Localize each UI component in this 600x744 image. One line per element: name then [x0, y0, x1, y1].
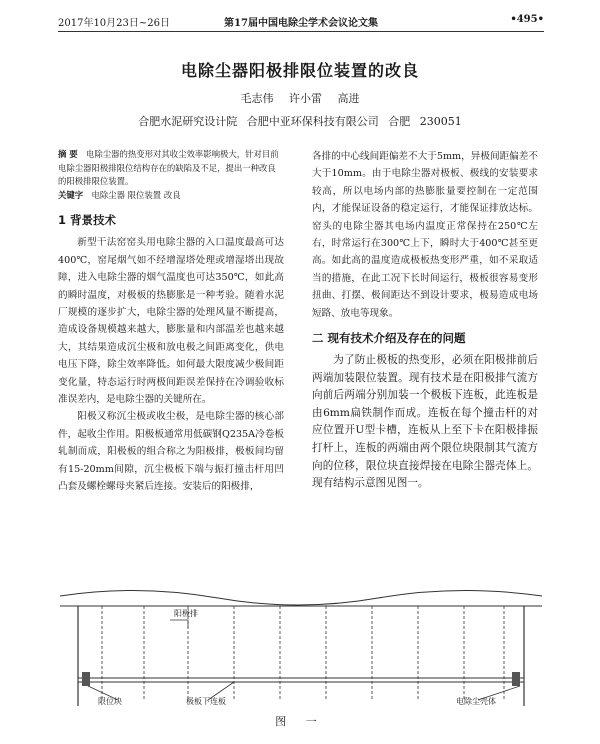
section-2-heading: 二 现有技术介绍及存在的问题	[312, 331, 466, 346]
header-page-number: •495•	[510, 14, 544, 25]
section-1-paragraph-3: 各排的中心线间距偏差不大于5mm，异极间距偏差不大于10mm。由于电除尘器对极板、极线的安装要求较高，所以电场内部的热膨胀量要控制在一定范围内，才能保证设备的稳定运行，才能保证排放达标。窑头的电除尘器其电场内温度正常保持在250℃左右，时常运行在300℃上下，瞬时大于400℃甚至更高。如此高的温度造成极板热变形严重，如不采取适当的措施，在此工况下长时间运行，极板很容易变形扭曲、打摆、极间距达不到设计要求，极易造成电场短路、放电等现象。	[312, 151, 538, 319]
label-stopper: 限位块	[98, 697, 122, 706]
left-stopper-block	[82, 672, 90, 686]
header-date: 2017年10月23日~26日	[58, 18, 171, 29]
label-shell: 电除尘壳体	[456, 697, 496, 706]
leader-anode-row	[170, 620, 188, 628]
section-1-heading: 1 背景技术	[58, 213, 117, 228]
section-1-paragraph-2: 阳极又称沉尘极或收尘极，是电除尘器的核心部件，起收尘作用。阳极板通常用低碳钢Q235A冷卷板轧制而成，阳极板的组合称之为阳极排，极板间均留有15-20mm间隙，沉尘极板下端与振打撞击杆用凹凸套及螺栓螺母夹紧后连接。安装后的阳极排，	[58, 411, 284, 493]
label-lower-plate: 极板下连板	[186, 697, 226, 706]
section-1-paragraph-1: 新型干法窑窑头用电除尘器的入口温度最高可达400℃，窑尾烟气如不经增湿塔处理或增湿塔出现故障，进入电除尘器的烟气温度也可达350℃，如此高的瞬时温度，对极板的热膨胀是一种考验。随着水泥厂规模的逐步扩大，电除尘器的处理风量不断提高，造成设备规模越来越大，膨胀量和内部温差也越来越大，其结果造成沉尘极和放电极之间距离变化，供电电压下降，除尘效率降低。如何最大限度减少极间距变化量，特态运行时两极间距误差保持在冷调验收标准误差内，是电除尘器的关键所在。	[58, 237, 284, 406]
figure-1-diagram	[58, 588, 544, 708]
shell-top-wavy-line	[60, 590, 542, 605]
paper-affiliation: 合肥水泥研究设计院 合肥中亚环保科技有限公司 合肥 230051	[138, 115, 462, 128]
figure-1-svg	[58, 588, 544, 708]
header-rule	[58, 31, 544, 32]
right-column	[312, 148, 538, 493]
label-anode-row: 阳极排	[174, 609, 198, 618]
anode-plates	[102, 606, 504, 700]
abstract-label: 摘 要	[58, 149, 78, 159]
keywords-label: 关键字	[58, 189, 84, 200]
abstract	[58, 148, 284, 189]
figure-1-caption: 图 一	[275, 715, 325, 728]
left-column	[58, 148, 284, 495]
keywords	[58, 189, 284, 203]
lower-connecting-plate	[78, 678, 524, 682]
header-conference: 第17届中国电除尘学术会议论文集	[224, 18, 378, 29]
right-stopper-block	[512, 672, 520, 686]
paper-title: 电除尘器阳极排限位装置的改良	[180, 61, 419, 80]
section-2-paragraph-1: 为了防止极板的热变形，必须在阳极排前后两端加装限位装置。现有技术是在阳极排气流方向前后两端分别加装一个极板下连板，此连板是由6mm扁铁制作而成。连板在每个撞击杆的对应位置开U型卡槽，连板从上至下卡在阳极排振打杆上，连板的两端由两个限位块限制其气流方向的位移，限位块直接焊接在电除尘器壳体上。现有结构示意图见图一。	[312, 354, 538, 490]
running-header	[58, 14, 544, 30]
keywords-text: 电除尘器 限位装置 改良	[91, 189, 181, 200]
paper-authors: 毛志伟 许小雷 高进	[240, 92, 360, 105]
abstract-text: 电除尘器的热变形对其收尘效率影响极大，针对目前电除尘器阳极排限位结构存在的缺陷及不足，提出一种改良的阳极排限位装置。	[58, 149, 279, 187]
